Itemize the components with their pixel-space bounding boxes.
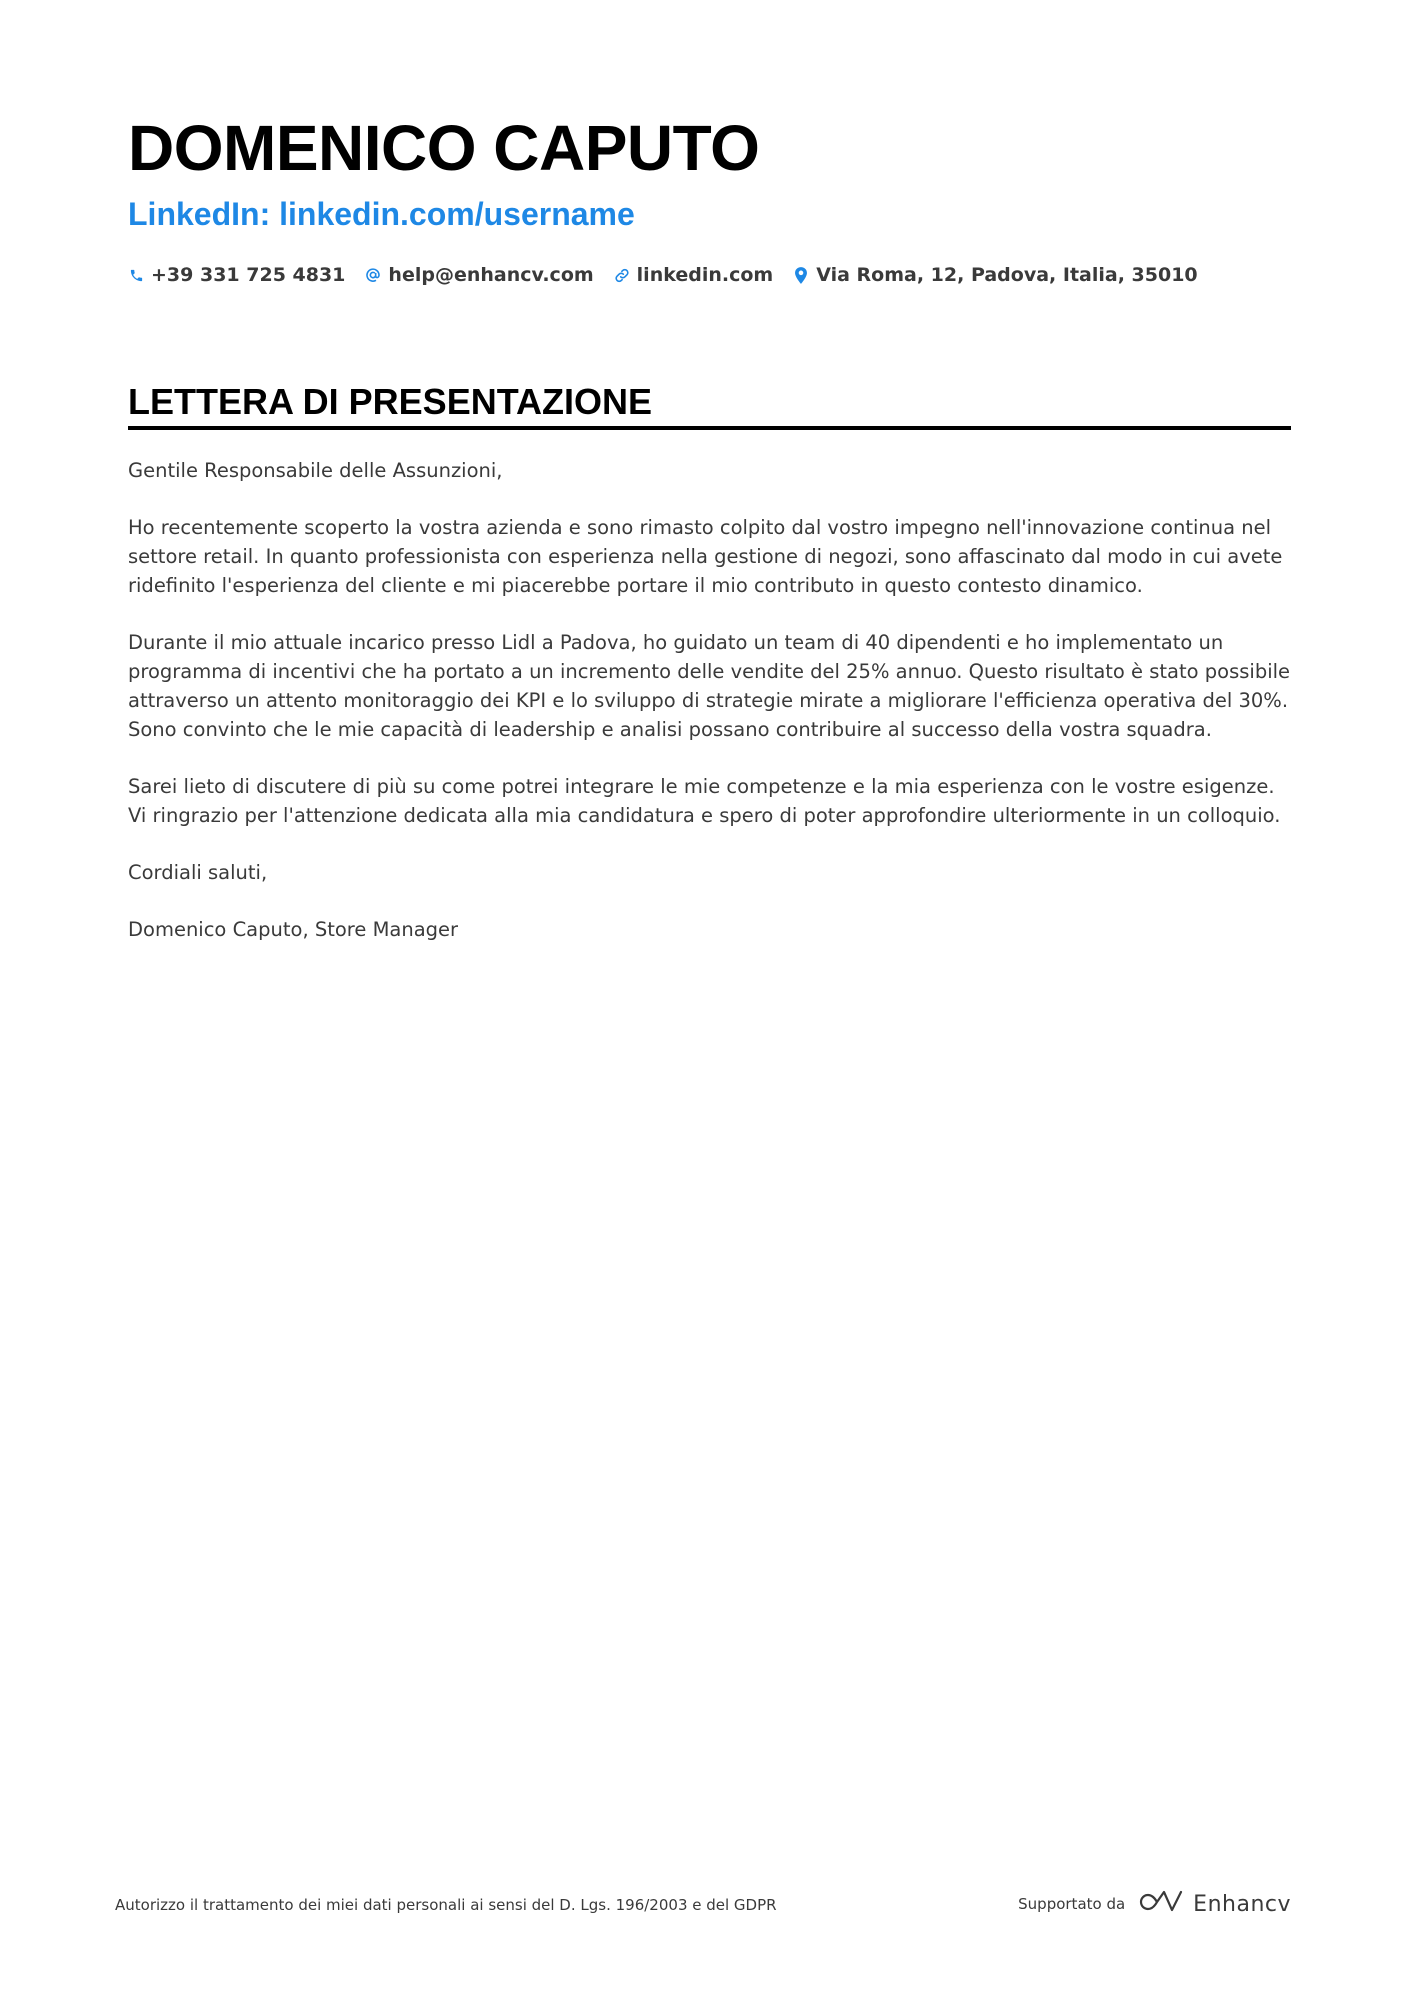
letter-closing: Cordiali saluti, xyxy=(128,861,268,884)
candidate-name: DOMENICO CAPUTO xyxy=(128,112,760,184)
location-pin-icon xyxy=(793,266,809,284)
section-title: LETTERA DI PRESENTAZIONE xyxy=(128,382,1291,430)
letter-paragraph: Ho recentemente scoperto la vostra azienda e sono rimasto colpito dal vostro impegno nell'innovazione continua nel settore retail. In quanto professionista con esperienza nella gestione di negozi, sono affascinato dal modo in cui avete ridefinito l'esperienza del cliente e mi piacerebbe portare il mio contributo in questo contesto dinamico. xyxy=(128,516,1283,597)
brand-name: Enhancv xyxy=(1193,1891,1291,1917)
letter-body xyxy=(128,456,1291,944)
page-footer xyxy=(0,1884,1410,1924)
phone-icon xyxy=(128,266,144,284)
contact-phone xyxy=(128,264,345,286)
phone-text: +39 331 725 4831 xyxy=(151,264,346,286)
contact-email[interactable] xyxy=(365,264,593,286)
letter-signature: Domenico Caputo, Store Manager xyxy=(128,918,459,941)
contact-bar xyxy=(128,260,1291,290)
privacy-consent: Autorizzo il trattamento dei miei dati personali ai sensi del D. Lgs. 196/2003 e del GDPR xyxy=(115,1896,777,1914)
cover-letter-page xyxy=(128,110,1291,972)
contact-link[interactable] xyxy=(614,264,774,286)
letter-greeting: Gentile Responsabile delle Assunzioni, xyxy=(128,459,503,482)
contact-location xyxy=(793,264,1197,286)
link-text: linkedin.com xyxy=(636,264,774,286)
enhancv-logo-icon xyxy=(1137,1889,1183,1919)
linkedin-subtitle: LinkedIn: linkedin.com/username xyxy=(128,196,635,232)
powered-by[interactable] xyxy=(1018,1884,1291,1924)
letter-paragraph: Sarei lieto di discutere di più su come potrei integrare le mie competenze e la mia esperienza con le vostre esigenze. Vi ringrazio per l'attenzione dedicata alla mia candidatura e spero di poter approfondire ulteriormente in un colloquio. xyxy=(128,775,1281,827)
link-icon xyxy=(614,266,630,284)
at-icon xyxy=(365,266,381,284)
location-text: Via Roma, 12, Padova, Italia, 35010 xyxy=(816,264,1198,286)
letter-paragraph: Durante il mio attuale incarico presso Lidl a Padova, ho guidato un team di 40 dipendenti e ho implementato un programma di incentivi che ha portato a un incremento delle vendite del 25% annuo. Questo risultato è stato possibile attraverso un attento monitoraggio dei KPI e lo sviluppo di strategie mirate a migliorare l'efficienza operativa del 30%. Sono convinto che le mie capacità di leadership e analisi possano contribuire al successo della vostra squadra. xyxy=(128,631,1291,741)
email-text: help@enhancv.com xyxy=(388,264,594,286)
powered-by-label: Supportato da xyxy=(1018,1895,1126,1913)
